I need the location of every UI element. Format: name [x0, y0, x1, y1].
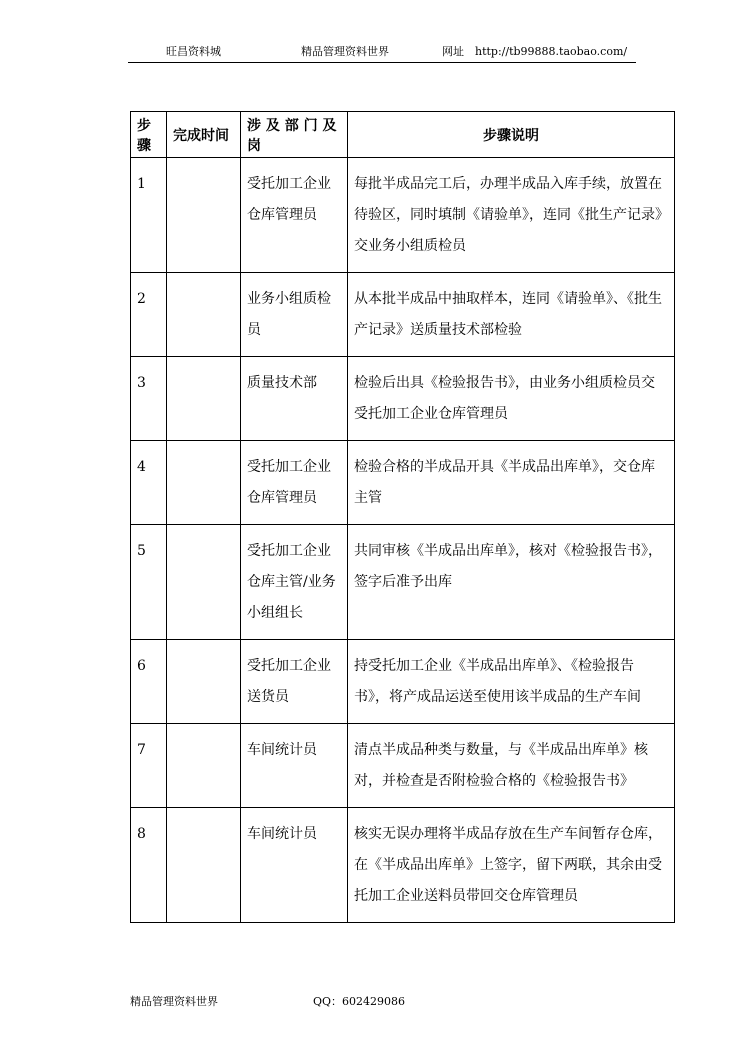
cell-desc: 共同审核《半成品出库单》，核对《检验报告书》，签字后准予出库: [348, 525, 675, 640]
table-row: [131, 640, 675, 724]
cell-desc: 检验合格的半成品开具《半成品出库单》，交仓库主管: [348, 441, 675, 525]
cell-step: 4: [131, 441, 167, 525]
cell-dept: 业务小组质检员: [241, 273, 348, 357]
cell-desc: 每批半成品完工后，办理半成品入库手续，放置在待验区，同时填制《请验单》，连同《批生产记录》交业务小组质检员: [348, 158, 675, 273]
cell-step: 3: [131, 357, 167, 441]
cell-time: [167, 640, 241, 724]
table-row: [131, 724, 675, 808]
cell-time: [167, 808, 241, 923]
cell-desc: 核实无误办理将半成品存放在生产车间暂存仓库，在《半成品出库单》上签字，留下两联，其余由受托加工企业送料员带回交仓库管理员: [348, 808, 675, 923]
cell-desc: 清点半成品种类与数量，与《半成品出库单》核对，并检查是否附检验合格的《检验报告书》: [348, 724, 675, 808]
column-header-step: 步骤: [131, 112, 167, 158]
header-middle-text: 精品管理资料世界: [301, 45, 389, 58]
cell-dept: 受托加工企业送货员: [241, 640, 348, 724]
cell-time: [167, 357, 241, 441]
column-header-time: 完成时间: [167, 112, 241, 158]
table-header-row: [131, 112, 675, 158]
cell-step: 8: [131, 808, 167, 923]
steps-table: [130, 111, 675, 923]
cell-time: [167, 724, 241, 808]
header-url-text: 网址 http://tb99888.taobao.com/: [442, 45, 628, 58]
cell-time: [167, 158, 241, 273]
table-row: [131, 158, 675, 273]
cell-time: [167, 525, 241, 640]
table-row: [131, 441, 675, 525]
page-header: [128, 44, 636, 63]
cell-desc: 检验后出具《检验报告书》，由业务小组质检员交受托加工企业仓库管理员: [348, 357, 675, 441]
cell-dept: 车间统计员: [241, 808, 348, 923]
cell-time: [167, 441, 241, 525]
footer-qq-text: QQ：602429086: [313, 995, 406, 1008]
cell-step: 5: [131, 525, 167, 640]
table-row: [131, 525, 675, 640]
table-row: [131, 357, 675, 441]
cell-dept: 质量技术部: [241, 357, 348, 441]
cell-desc: 持受托加工企业《半成品出库单》、《检验报告书》，将产成品运送至使用该半成品的生产车间: [348, 640, 675, 724]
header-left-text: 旺昌资料城: [166, 45, 221, 58]
cell-time: [167, 273, 241, 357]
cell-dept: 受托加工企业仓库主管/业务小组组长: [241, 525, 348, 640]
cell-step: 1: [131, 158, 167, 273]
cell-step: 6: [131, 640, 167, 724]
table-row: [131, 808, 675, 923]
footer-left-text: 精品管理资料世界: [130, 995, 218, 1008]
cell-step: 7: [131, 724, 167, 808]
cell-step: 2: [131, 273, 167, 357]
cell-desc: 从本批半成品中抽取样本，连同《请验单》、《批生产记录》送质量技术部检验: [348, 273, 675, 357]
column-header-desc: 步骤说明: [348, 112, 675, 158]
column-header-dept: 涉 及 部 门 及 岗: [241, 112, 348, 158]
table-row: [131, 273, 675, 357]
cell-dept: 受托加工企业仓库管理员: [241, 441, 348, 525]
cell-dept: 车间统计员: [241, 724, 348, 808]
cell-dept: 受托加工企业仓库管理员: [241, 158, 348, 273]
